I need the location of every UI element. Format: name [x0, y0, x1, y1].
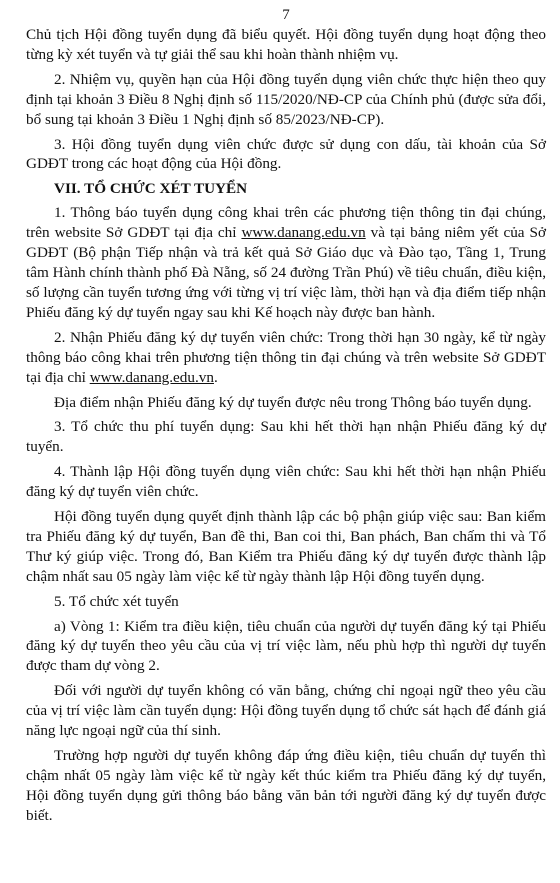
paragraph-round-1: a) Vòng 1: Kiểm tra điều kiện, tiêu chuẩn của người dự tuyển đăng ký tại Phiếu đăng ký dự tuyển theo yêu cầu của vị trí việc làm, nếu phù hợp thì người dự tuyển được tham dự vòng 2. [26, 617, 546, 675]
receive-forms-text-after: . [213, 368, 218, 386]
paragraph-not-eligible: Trường hợp người dự tuyển không đáp ứng điều kiện, tiêu chuẩn dự tuyển thì chậm nhất 05 ngày làm việc kể từ ngày kết thúc kiểm tra Phiếu đăng ký dự tuyển, Hội đồng tuyển dụng gửi thông báo bằng văn bản tới người đăng ký dự tuyển được biết. [26, 747, 546, 824]
paragraph-support-units: Hội đồng tuyển dụng quyết định thành lập các bộ phận giúp việc sau: Ban kiểm tra Phiếu đăng ký dự tuyển, Ban đề thi, Ban coi thi, Ban phách, Ban chấm thi và Tổ Thư ký giúp việc. Trong đó, Ban Kiểm tra Phiếu đăng ký dự tuyển được thành lập chậm nhất sau 05 ngày làm việc kể từ ngày thành lập Hội đồng tuyển dụng. [26, 508, 546, 585]
website-link-2[interactable]: www.danang.edu.vn [89, 368, 214, 386]
website-link[interactable]: www.danang.edu.vn [241, 224, 366, 242]
paragraph-announcement [26, 203, 546, 322]
paragraph-foreign-language: Đối với người dự tuyển không có văn bằng, chứng chỉ ngoại ngữ theo yêu cầu của vị trí việc làm cần tuyển dụng: Hội đồng tuyển dụng tổ chức sát hạch để đánh giá năng lực ngoại ngữ của thí sinh. [26, 682, 546, 740]
section-heading: VII. TỔ CHỨC XÉT TUYỂN [54, 180, 248, 198]
paragraph-fee-collection: 3. Tổ chức thu phí tuyển dụng: Sau khi hết thời hạn nhận Phiếu đăng ký dự tuyển. [26, 418, 546, 456]
paragraph-establish-council: 4. Thành lập Hội đồng tuyển dụng viên chức: Sau khi hết thời hạn nhận Phiếu đăng ký dự tuyển viên chức. [26, 463, 546, 501]
receive-forms-text-before: 2. Nhận Phiếu đăng ký dự tuyển viên chức: Trong thời hạn 30 ngày, kể từ ngày thông báo công khai trên phương tiện thông tin đại chúng và trên website Sở GDĐT tại địa chỉ [26, 328, 546, 386]
paragraph-organize-selection: 5. Tổ chức xét tuyển [54, 592, 179, 610]
paragraph-location: Địa điểm nhận Phiếu đăng ký dự tuyển được nêu trong Thông báo tuyển dụng. [54, 393, 532, 411]
paragraph-receive-forms [26, 328, 546, 388]
paragraph-council-seal: 3. Hội đồng tuyển dụng viên chức được sử dụng con dấu, tài khoản của Sở GDĐT trong các hoạt động của Hội đồng. [26, 135, 546, 173]
paragraph-council-voting: Chủ tịch Hội đồng tuyển dụng đã biểu quyết. Hội đồng tuyển dụng hoạt động theo từng kỳ xét tuyển và tự giải thể sau khi hoàn thành nhiệm vụ. [26, 26, 546, 63]
announcement-text-before: 1. Thông báo tuyển dụng công khai trên các phương tiện thông tin đại chúng, trên website Sở GDĐT tại địa chỉ [26, 204, 546, 242]
announcement-text-after: và tại bảng niêm yết của Sở GDĐT (Bộ phận Tiếp nhận và trả kết quả Sở Giáo dục và Đào tạo, Tầng 1, Trung tâm Hành chính thành phố Đà Nẵng, số 24 đường Trần Phú) về tiêu chuẩn, điều kiện, số lượng cần tuyển tương ứng với từng vị trí việc làm, thời hạn và địa điểm tiếp nhận Phiếu đăng ký dự tuyển ngay sau khi Kế hoạch này được ban hành. [26, 224, 546, 321]
paragraph-council-duties: 2. Nhiệm vụ, quyền hạn của Hội đồng tuyển dụng viên chức thực hiện theo quy định tại khoản 3 Điều 8 Nghị định số 115/2020/NĐ-CP của Chính phủ (được sửa đổi, bổ sung tại khoản 3 Điều 1 Nghị định số 85/2023/NĐ-CP). [26, 70, 546, 128]
page-number: 7 [282, 7, 290, 23]
